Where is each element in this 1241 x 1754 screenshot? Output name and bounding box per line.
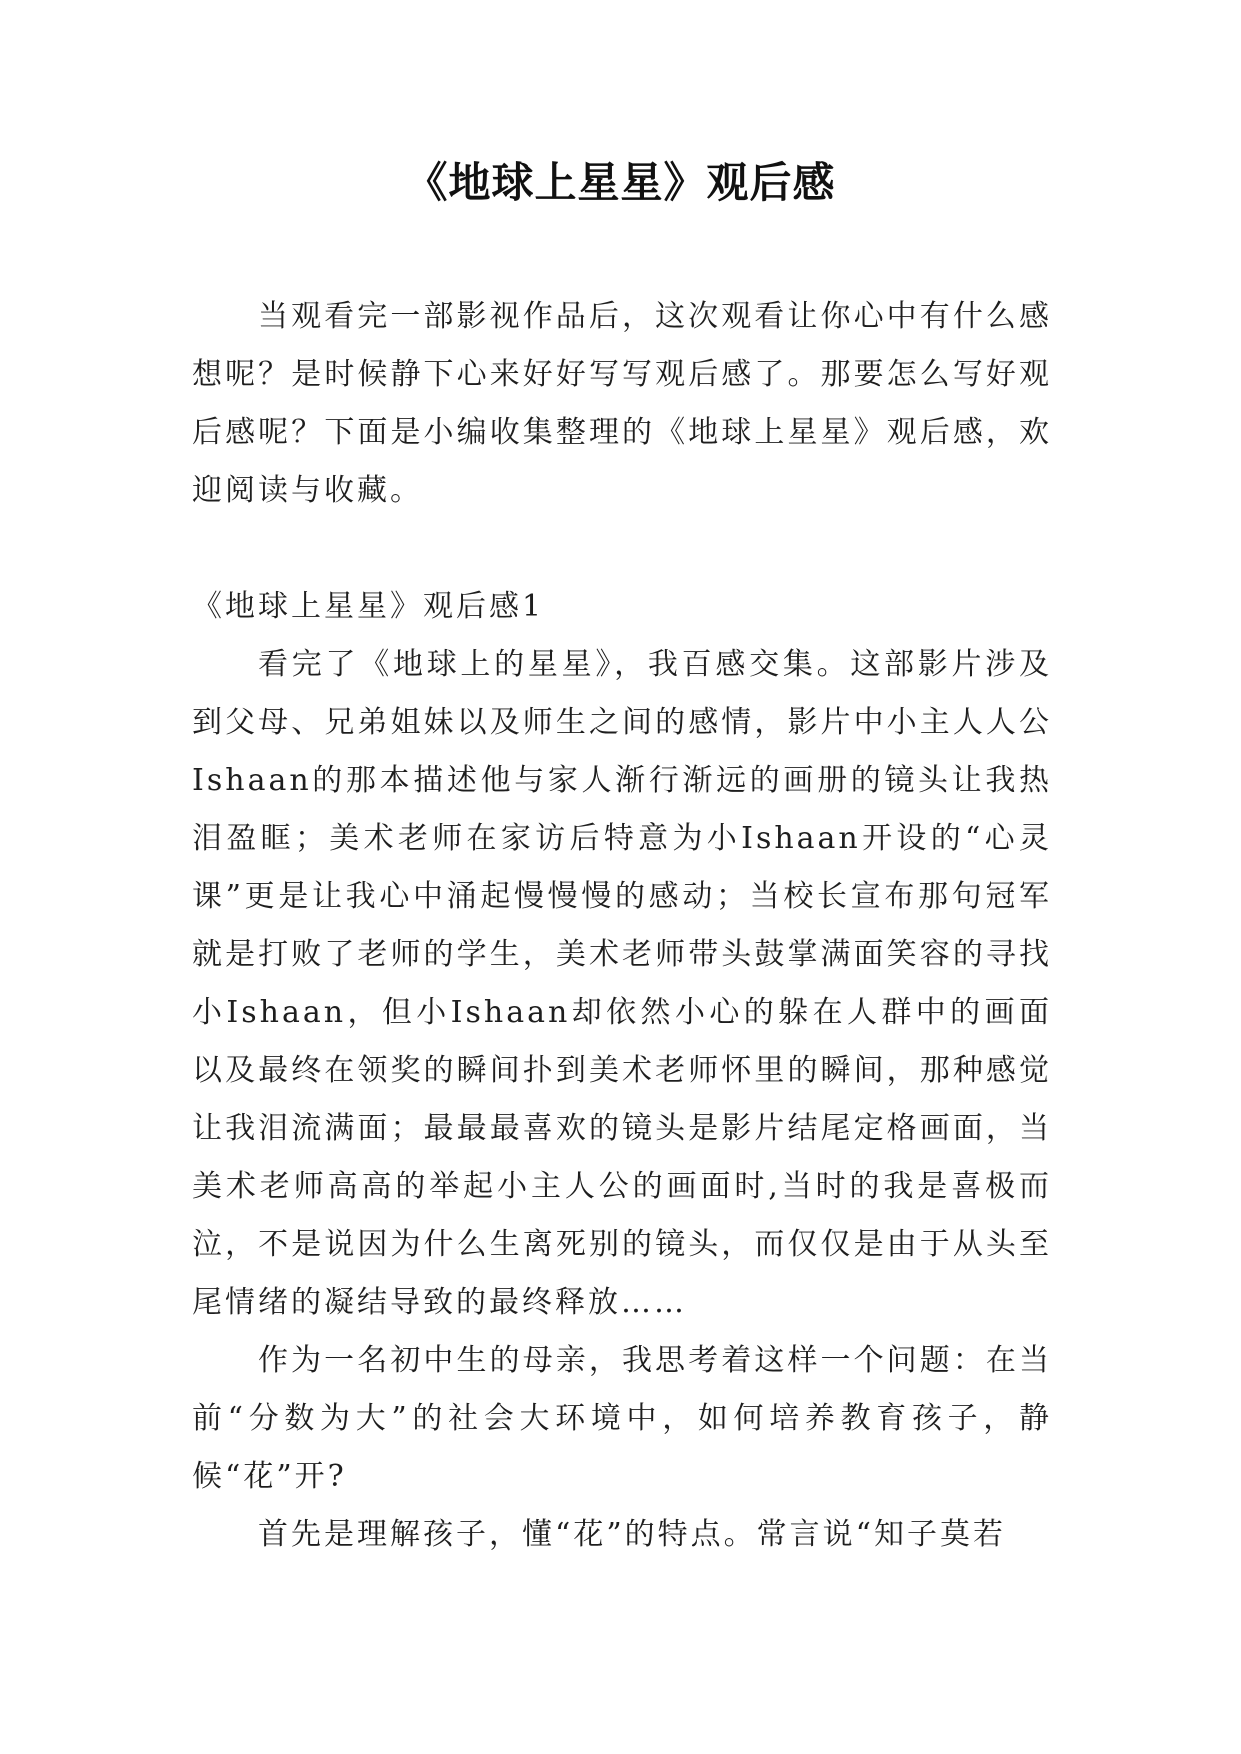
document-title: 《地球上星星》观后感 [405, 158, 836, 207]
section-1 [192, 578, 1052, 1564]
intro-block [192, 288, 1052, 520]
intro-paragraph: 当观看完一部影视作品后，这次观看让你心中有什么感想呢？是时候静下心来好好写写观后感了。那要怎么写好观后感呢？下面是小编收集整理的《地球上星星》观后感，欢迎阅读与收藏。 [192, 299, 1052, 508]
body-paragraph: 看完了《地球上的星星》，我百感交集。这部影片涉及到父母、兄弟姐妹以及师生之间的感情，影片中小主人人公Ishaan的那本描述他与家人渐行渐远的画册的镜头让我热泪盈眶；美术老师在家访后特意为小Ishaan开设的“心灵课”更是让我心中涌起慢慢慢的感动；当校长宣布那句冠军就是打败了老师的学生，美术老师带头鼓掌满面笑容的寻找小Ishaan，但小Ishaan却依然小心的躲在人群中的画面以及最终在领奖的瞬间扑到美术老师怀里的瞬间，那种感觉让我泪流满面；最最最喜欢的镜头是影片结尾定格画面，当美术老师高高的举起小主人公的画面时,当时的我是喜极而泣，不是说因为什么生离死别的镜头，而仅仅是由于从头至尾情绪的凝结导致的最终释放…… [192, 647, 1052, 1320]
section-heading: 《地球上星星》观后感1 [192, 589, 545, 624]
body-paragraph: 首先是理解孩子，懂“花”的特点。常言说“知子莫若 [258, 1517, 1007, 1552]
body-paragraph: 作为一名初中生的母亲，我思考着这样一个问题：在当前“分数为大”的社会大环境中，如何培养教育孩子，静候“花”开? [192, 1343, 1052, 1494]
